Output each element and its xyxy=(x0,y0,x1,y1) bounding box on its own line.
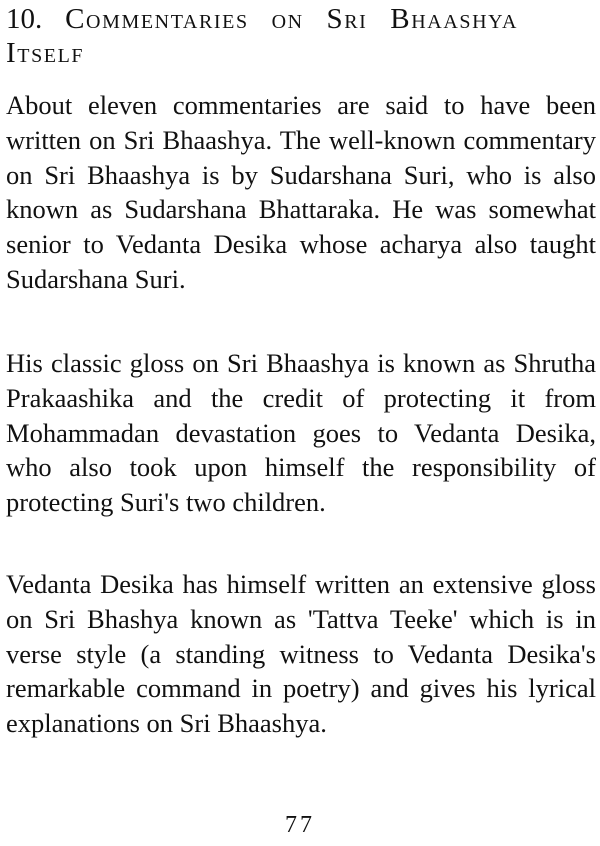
section-number: 10. xyxy=(6,3,43,35)
section-heading xyxy=(6,2,581,70)
paragraph-3: Vedanta Desika has himself written an extensive gloss on Sri Bhashya known as 'Tattva Teeke' which is in verse style (a standing witness to Vedanta Desika's remarkable command in poetry) and gives his lyrical explanations on Sri Bhaashya. xyxy=(6,569,596,739)
paragraph-1: About eleven commentaries are said to have been written on Sri Bhaashya. The well-known commentary on Sri Bhaashya is by Sudarshana Suri, who is also known as Sudarshana Bhattaraka. He was somewhat senior to Vedanta Desika whose acharya also taught Sudarshana Suri. xyxy=(6,90,596,294)
section-title: Commentaries on Sri Bhaashya Itself xyxy=(6,3,518,69)
paragraph-2: His classic gloss on Sri Bhaashya is known as Shrutha Prakaashika and the credit of protecting it from Mohammadan devastation goes to Vedanta Desika, who also took upon himself the responsibility of protecting Suri's two children. xyxy=(6,348,596,518)
page-number: 77 xyxy=(285,812,315,838)
